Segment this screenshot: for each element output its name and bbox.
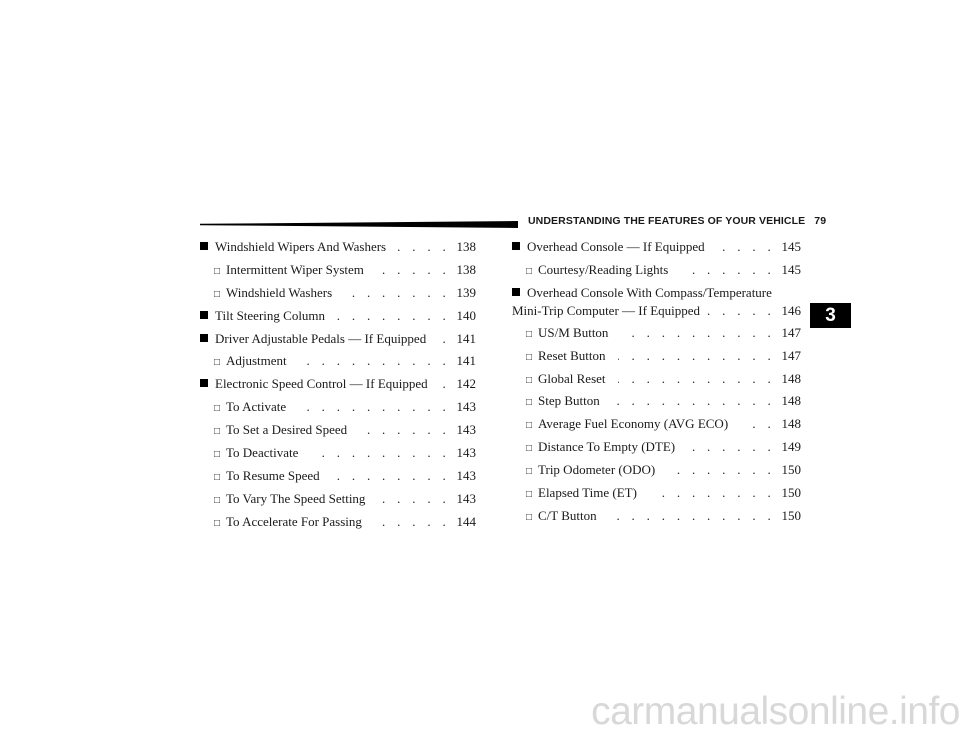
toc-page-number: 150	[781, 462, 801, 478]
toc-page-number: 148	[781, 416, 801, 432]
hollow-square-bullet-icon	[526, 509, 538, 527]
dot-leader	[612, 392, 775, 410]
toc-subsection-entry[interactable]	[200, 284, 476, 307]
toc-page-number: 142	[456, 376, 476, 392]
toc-page-number: 149	[781, 439, 801, 455]
toc-page-number: 144	[456, 513, 476, 529]
toc-entry-label: Adjustment	[226, 353, 287, 369]
toc-entry-label: Windshield Washers	[226, 284, 333, 300]
toc-page-number: 143	[456, 422, 476, 438]
toc-page-number: 143	[456, 445, 476, 461]
toc-subsection-entry[interactable]	[512, 415, 801, 438]
dot-leader	[310, 444, 450, 462]
header-rule	[200, 221, 518, 228]
dot-leader	[620, 324, 775, 342]
toc-entry-label: To Vary The Speed Setting	[226, 490, 366, 506]
hollow-square-bullet-icon	[526, 394, 538, 412]
dot-leader	[398, 238, 450, 256]
dot-leader	[376, 261, 450, 279]
dot-leader	[377, 490, 450, 508]
toc-entry-label: Electronic Speed Control — If Equipped	[215, 376, 428, 392]
toc-section-entry[interactable]	[200, 238, 476, 261]
toc-entry-label: Windshield Wipers And Washers	[215, 239, 387, 254]
toc-entry-label: Elapsed Time (ET)	[538, 485, 637, 501]
hollow-square-bullet-icon	[526, 463, 538, 481]
toc-subsection-entry[interactable]	[512, 392, 801, 415]
toc-page-number: 140	[456, 307, 476, 323]
toc-page-number: 143	[456, 399, 476, 415]
running-header	[528, 215, 826, 227]
toc-subsection-entry[interactable]	[200, 398, 476, 421]
filled-square-bullet-icon	[200, 330, 215, 348]
toc-page-number: 143	[456, 490, 476, 506]
toc-subsection-entry[interactable]	[200, 261, 476, 284]
hollow-square-bullet-icon	[214, 469, 226, 487]
toc-subsection-entry[interactable]	[200, 490, 476, 513]
hollow-square-bullet-icon	[214, 286, 226, 304]
filled-square-bullet-icon	[200, 375, 215, 393]
toc-right-column	[512, 238, 801, 530]
dot-leader	[618, 347, 775, 365]
toc-page-number: 147	[781, 324, 801, 340]
toc-entry-label: C/T Button	[538, 507, 597, 523]
toc-entry-label: To Resume Speed	[226, 467, 320, 483]
toc-subsection-entry[interactable]	[200, 467, 476, 490]
hollow-square-bullet-icon	[526, 263, 538, 281]
toc-entry-label: Overhead Console With Compass/Temperature	[527, 284, 772, 300]
toc-entry-label: US/M Button	[538, 324, 609, 340]
toc-subsection-entry[interactable]	[512, 461, 801, 484]
toc-left-column	[200, 238, 476, 536]
toc-subsection-entry[interactable]	[512, 484, 801, 507]
chapter-tab: 3	[810, 303, 851, 328]
hollow-square-bullet-icon	[526, 372, 538, 390]
toc-entry-label: To Set a Desired Speed	[226, 422, 348, 438]
toc-page-number: 146	[781, 302, 801, 318]
toc-page-number: 148	[781, 393, 801, 409]
dot-leader	[687, 438, 775, 456]
filled-square-bullet-icon	[200, 238, 215, 256]
toc-subsection-entry[interactable]	[512, 347, 801, 370]
filled-square-bullet-icon	[512, 238, 527, 256]
dot-leader	[618, 370, 775, 388]
toc-entry-label: Step Button	[538, 393, 600, 409]
hollow-square-bullet-icon	[526, 326, 538, 344]
toc-entry-label: To Activate	[226, 399, 287, 415]
dot-leader	[438, 330, 450, 348]
toc-entry-label: Average Fuel Economy (AVG ECO)	[538, 416, 729, 432]
dot-leader	[337, 307, 450, 325]
dot-leader	[299, 352, 450, 370]
dot-leader	[359, 421, 450, 439]
filled-square-bullet-icon	[512, 284, 527, 302]
toc-entry-label: Trip Odometer (ODO)	[538, 462, 656, 478]
dot-leader	[440, 375, 450, 393]
toc-subsection-entry[interactable]	[200, 513, 476, 536]
dot-leader	[332, 467, 450, 485]
toc-entry-label-continued: Mini-Trip Computer — If Equipped	[512, 302, 701, 318]
hollow-square-bullet-icon	[214, 400, 226, 418]
dot-leader	[680, 261, 775, 279]
hollow-square-bullet-icon	[214, 423, 226, 441]
toc-subsection-entry[interactable]	[512, 324, 801, 347]
hollow-square-bullet-icon	[214, 492, 226, 510]
toc-page-number: 147	[781, 347, 801, 363]
toc-section-entry[interactable]	[512, 238, 801, 261]
toc-subsection-entry[interactable]	[200, 444, 476, 467]
dot-leader	[667, 461, 775, 479]
toc-page-number: 145	[781, 261, 801, 277]
toc-entry-label: Overhead Console — If Equipped	[527, 239, 705, 254]
dot-leader	[649, 484, 775, 502]
dot-leader	[344, 284, 450, 302]
toc-page-number: 138	[456, 239, 476, 254]
hollow-square-bullet-icon	[214, 515, 226, 533]
toc-entry-label: Global Reset	[538, 370, 606, 386]
toc-page-number: 138	[456, 261, 476, 277]
dot-leader	[374, 513, 450, 531]
toc-entry-label: Intermittent Wiper System	[226, 261, 364, 277]
dot-leader	[740, 415, 775, 433]
hollow-square-bullet-icon	[214, 354, 226, 372]
hollow-square-bullet-icon	[526, 440, 538, 458]
dot-leader	[298, 398, 450, 416]
toc-page-number: 150	[781, 507, 801, 523]
toc-entry-label: Tilt Steering Column	[215, 307, 326, 323]
toc-subsection-entry[interactable]	[512, 438, 801, 461]
toc-entry-label: To Accelerate For Passing	[226, 513, 362, 529]
watermark: carmanualsonline.info	[591, 690, 960, 733]
toc-section-entry[interactable]	[512, 284, 801, 324]
toc-entry-label: To Deactivate	[226, 445, 299, 461]
toc-page-number: 141	[456, 330, 476, 346]
toc-subsection-entry[interactable]	[200, 352, 476, 375]
toc-page-number: 145	[781, 239, 801, 254]
filled-square-bullet-icon	[200, 307, 215, 325]
toc-page-number: 143	[456, 467, 476, 483]
hollow-square-bullet-icon	[214, 263, 226, 281]
toc-section-entry[interactable]	[200, 330, 476, 353]
toc-entry-label: Driver Adjustable Pedals — If Equipped	[215, 330, 427, 346]
toc-page-number: 148	[781, 370, 801, 386]
toc-subsection-entry[interactable]	[512, 370, 801, 393]
toc-entry-label: Courtesy/Reading Lights	[538, 261, 669, 277]
hollow-square-bullet-icon	[526, 417, 538, 435]
toc-entry-label: Distance To Empty (DTE)	[538, 439, 676, 455]
dot-leader	[609, 507, 775, 525]
running-header-title: UNDERSTANDING THE FEATURES OF YOUR VEHICLE	[528, 215, 806, 227]
toc-entry-label: Reset Button	[538, 347, 606, 363]
toc-page-number: 141	[456, 353, 476, 369]
dot-leader	[704, 302, 775, 320]
toc-subsection-entry[interactable]	[512, 507, 801, 530]
dot-leader	[717, 238, 775, 256]
hollow-square-bullet-icon	[526, 486, 538, 504]
hollow-square-bullet-icon	[526, 349, 538, 367]
hollow-square-bullet-icon	[214, 446, 226, 464]
toc-page-number: 139	[456, 284, 476, 300]
toc-section-entry[interactable]	[200, 307, 476, 330]
page-number: 79	[814, 215, 827, 227]
toc-subsection-entry[interactable]	[200, 421, 476, 444]
toc-section-entry[interactable]	[200, 375, 476, 398]
toc-subsection-entry[interactable]	[512, 261, 801, 284]
toc-page-number: 150	[781, 485, 801, 501]
